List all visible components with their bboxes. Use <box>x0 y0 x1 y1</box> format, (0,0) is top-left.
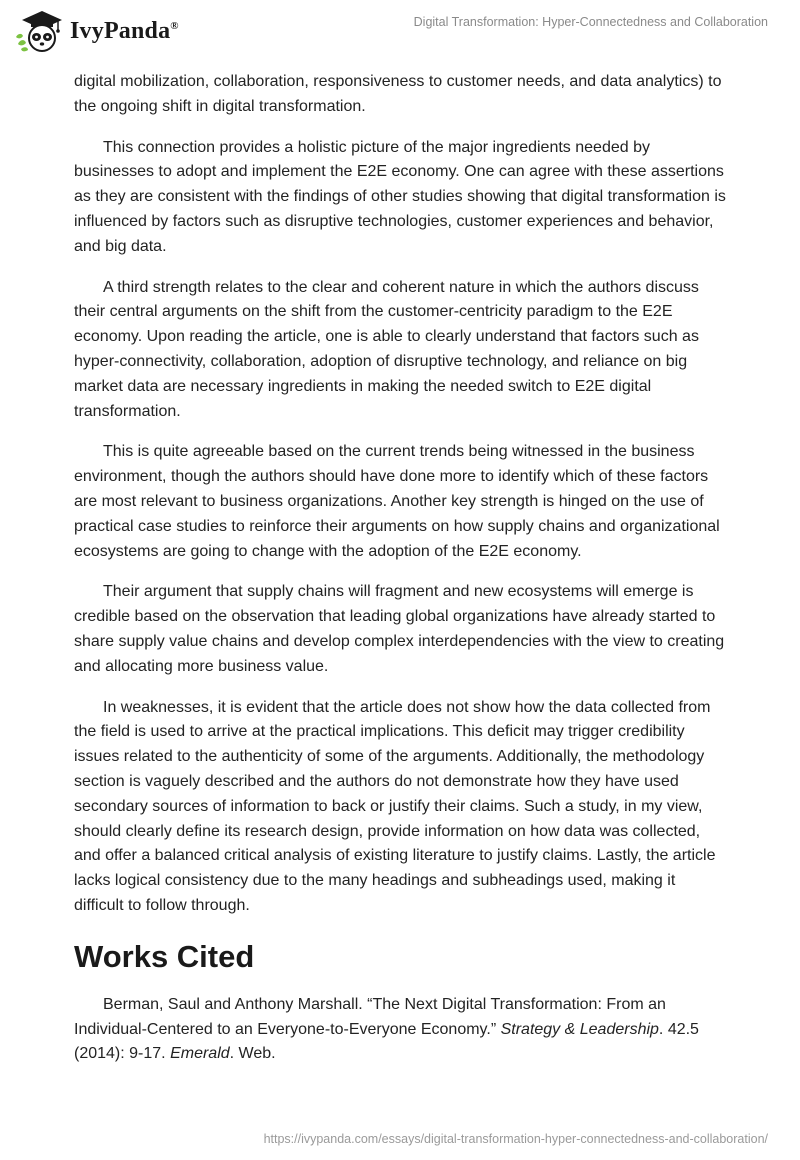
citation-entry: Berman, Saul and Anthony Marshall. “The Next Digital Transformation: From an Individual-Centered to an Everyone-to-Everyone Economy.” Strategy & Leadership. 42.5 (2014): 9-17. Emerald. Web. <box>74 995 699 1063</box>
paragraph: A third strength relates to the clear and coherent nature in which the authors discuss their central arguments on the shift from the customer-centricity paradigm to the E2E economy. Upon reading the article, one is able to clearly understand that factors such as hyper-connectivity, collaboration, adoption of disruptive technology, and reliance on big market data are necessary ingredients in making the needed switch to E2E digital transformation. <box>74 278 699 420</box>
paragraph: This connection provides a holistic picture of the major ingredients needed by businesses to adopt and implement the E2E economy. One can agree with these assertions as they are consistent with the findings of other studies showing that digital transformation is influenced by factors such as disruptive technologies, customer experiences and behavior, and big data. <box>74 138 726 255</box>
citation-journal: Strategy & Leadership <box>500 1020 659 1038</box>
works-cited-heading: Works Cited <box>74 938 255 974</box>
paragraph: In weaknesses, it is evident that the article does not show how the data collected from the field is used to arrive at the practical implications. This deficit may trigger credibility issues related to the authenticity of some of the arguments. Additionally, the methodology section is vaguely described and the authors do not demonstrate how they have used secondary sources of information to back or justify their claims. Such a study, in my view, should clearly define its research design, provide information on how data was collected, and offer a balanced critical analysis of existing literature to justify claims. Lastly, the article lacks logical consistency due to the many headings and subheadings used, making it difficult to follow through. <box>74 698 716 914</box>
paragraph: Their argument that supply chains will fragment and new ecosystems will emerge is credible based on the observation that leading global organizations have already started to share supply value chains and develop complex interdependencies with the view to creating and allocating more business value. <box>74 583 725 675</box>
citation-publisher: Emerald <box>170 1045 230 1063</box>
footer-url[interactable]: https://ivypanda.com/essays/digital-transformation-hyper-connectedness-and-collaboration/ <box>263 1132 768 1146</box>
essay-body <box>74 70 726 1083</box>
panda-logo-icon <box>14 8 64 54</box>
brand-name: IvyPanda® <box>70 17 179 44</box>
document-title: Digital Transformation: Hyper-Connectedness and Collaboration <box>413 15 768 29</box>
page-header <box>0 0 800 70</box>
paragraph-continued: digital mobilization, collaboration, responsiveness to customer needs, and data analytics) to the ongoing shift in digital transformation. <box>74 73 722 115</box>
ivypanda-logo[interactable] <box>14 8 179 54</box>
paragraph: This is quite agreeable based on the current trends being witnessed in the business environment, though the authors should have done more to identify which of these factors are most relevant to business organizations. Another key strength is hinged on the use of practical case studies to reinforce their arguments on how supply chains and organizational ecosystems are going to change with the adoption of the E2E economy. <box>74 443 720 560</box>
